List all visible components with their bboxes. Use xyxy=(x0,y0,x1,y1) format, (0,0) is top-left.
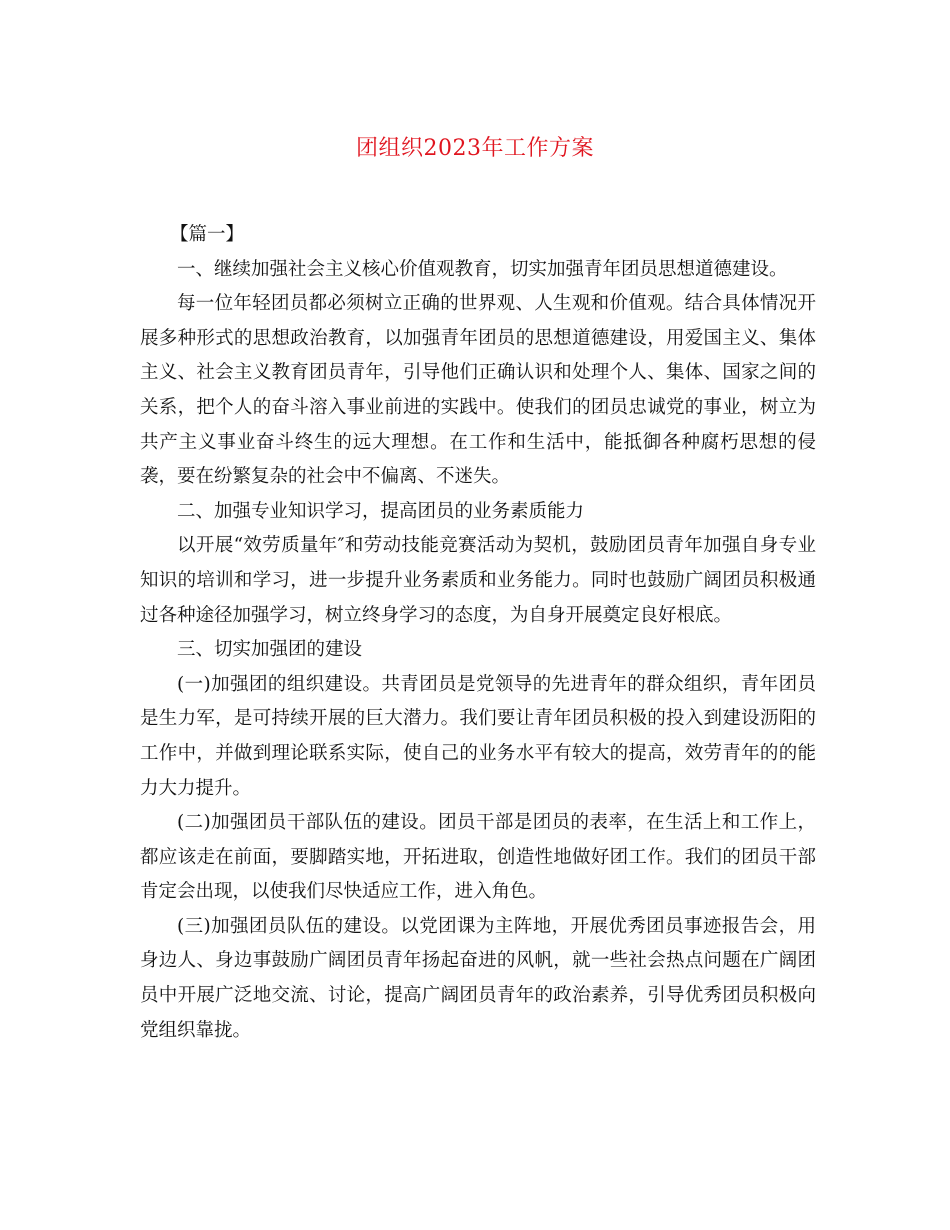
section-heading-1: 一、继续加强社会主义核心价值观教育，切实加强青年团员思想道德建设。 xyxy=(177,258,788,280)
document-body xyxy=(140,218,816,1048)
paragraph: (三)加强团员队伍的建设。以党团课为主阵地，开展优秀团员事迹报告会，用身边人、身边事鼓励广阔团员青年扬起奋进的风帆，就一些社会热点问题在广阔团员中开展广泛地交流、讨论，提高广阔团员青年的政治素养，引导优秀团员积极向党组织靠拢。 xyxy=(140,915,816,1041)
paragraph: 每一位年轻团员都必须树立正确的世界观、人生观和价值观。结合具体情况开展多种形式的思想政治教育，以加强青年团员的思想道德建设，用爱国主义、集体主义、社会主义教育团员青年，引导他们正确认识和处理个人、集体、国家之间的关系，把个人的奋斗溶入事业前进的实践中。使我们的团员忠诚党的事业，树立为共产主义事业奋斗终生的远大理想。在工作和生活中，能抵御各种腐朽思想的侵袭，要在纷繁复杂的社会中不偏离、不迷失。 xyxy=(140,293,816,488)
paragraph: (一)加强团的组织建设。共青团员是党领导的先进青年的群众组织，青年团员是生力军，是可持续开展的巨大潜力。我们要让青年团员积极的投入到建设沥阳的工作中，并做到理论联系实际，使自己的业务水平有较大的提高，效劳青年的的能力大力提升。 xyxy=(140,673,816,799)
section-heading-2: 二、加强专业知识学习，提高团员的业务素质能力 xyxy=(177,500,585,522)
paragraph: 以开展“效劳质量年″和劳动技能竞赛活动为契机，鼓励团员青年加强自身专业知识的培训和学习，进一步提升业务素质和业务能力。同时也鼓励广阔团员积极通过各种途径加强学习，树立终身学习的态度，为自身开展奠定良好根底。 xyxy=(140,535,816,626)
document-title: 团组织2023年工作方案 xyxy=(356,136,594,161)
paragraph: (二)加强团员干部队伍的建设。团员干部是团员的表率，在生活上和工作上，都应该走在前面，要脚踏实地，开拓进取，创造性地做好团工作。我们的团员干部肯定会出现，以使我们尽快适应工作，进入角色。 xyxy=(140,812,816,903)
section-heading-3: 三、切实加强团的建设 xyxy=(177,639,363,661)
section-tag: 【篇一】 xyxy=(170,224,245,245)
